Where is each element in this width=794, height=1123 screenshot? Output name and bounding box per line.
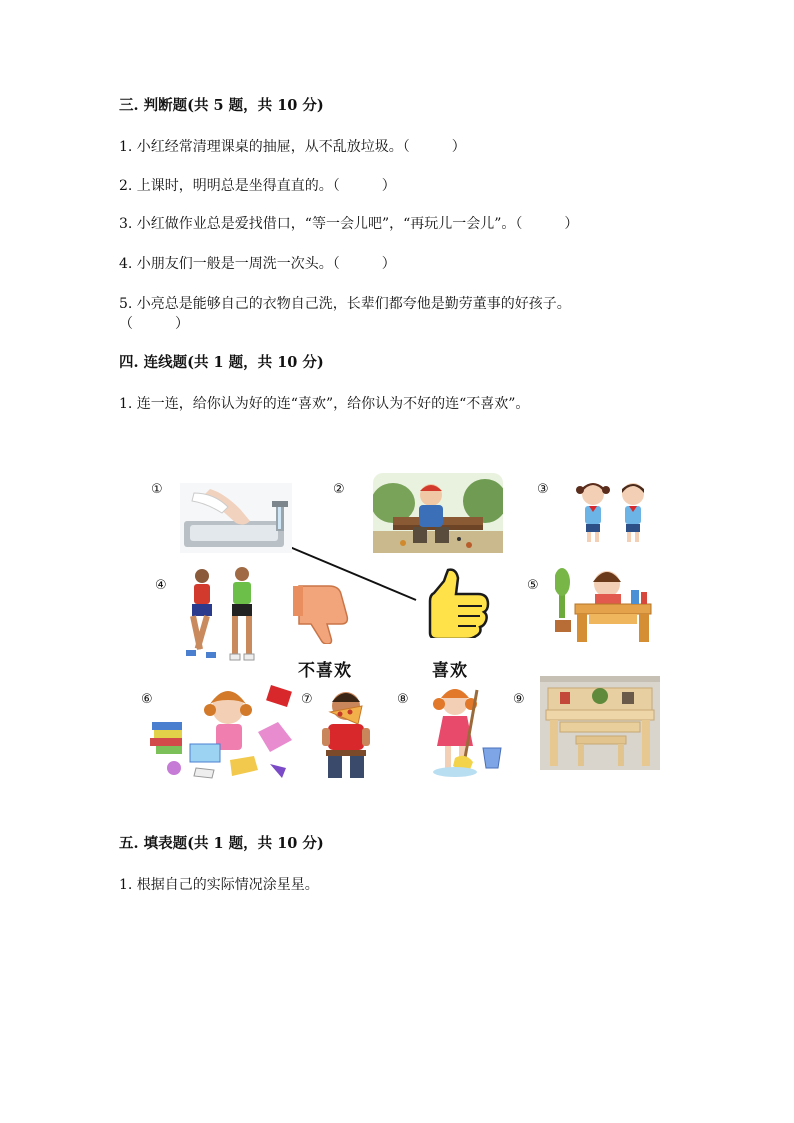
washing-hands-illustration xyxy=(180,483,292,553)
section3-heading: 三. 判断题(共 5 题，共 10 分) xyxy=(119,97,324,114)
littering-man-illustration xyxy=(373,473,503,553)
dislike-label: 不喜欢 xyxy=(298,661,352,681)
section5-question-1: 1. 根据自己的实际情况涂星星。 xyxy=(119,877,319,893)
thumbs-up-icon xyxy=(418,566,492,638)
figure-number-7: ⑦ xyxy=(301,692,313,707)
girl-mopping-illustration xyxy=(425,684,503,780)
figure-number-9: ⑨ xyxy=(513,692,525,707)
messy-room-illustration xyxy=(150,684,300,779)
section3-question-2: 2. 上课时，明明总是坐得直直的。（ ） xyxy=(119,178,396,194)
figure-number-6: ⑥ xyxy=(141,692,153,707)
like-label: 喜欢 xyxy=(432,661,468,681)
sleeping-at-desk-illustration xyxy=(555,566,653,644)
figure-number-8: ⑧ xyxy=(397,692,409,707)
figure-number-1: ① xyxy=(151,482,163,497)
section4-question-1: 1. 连一连，给你认为好的连“喜欢”，给你认为不好的连“不喜欢”。 xyxy=(119,396,530,412)
running-athletes-illustration xyxy=(180,566,264,668)
boy-eating-illustration xyxy=(316,688,376,782)
section3-question-4: 4. 小朋友们一般是一周洗一次头。（ ） xyxy=(119,256,396,272)
section3-question-3: 3. 小红做作业总是爱找借口，“等一会儿吧”，“再玩儿一会儿”。（ ） xyxy=(119,216,579,232)
section4-heading: 四. 连线题(共 1 题，共 10 分) xyxy=(119,354,324,371)
section3-question-5: 5. 小亮总是能够自己的衣物自己洗，长辈们都夸他是勤劳董事的好孩子。 xyxy=(119,296,571,312)
section5-heading: 五. 填表题(共 1 题，共 10 分) xyxy=(119,835,324,852)
wooden-desk-illustration xyxy=(540,676,660,770)
figure-number-2: ② xyxy=(333,482,345,497)
figure-number-5: ⑤ xyxy=(527,578,539,593)
saluting-kids-illustration xyxy=(571,480,655,544)
section3-question-1: 1. 小红经常清理课桌的抽屉，从不乱放垃圾。（ ） xyxy=(119,139,466,155)
figure-number-3: ③ xyxy=(537,482,549,497)
section3-question-5-answer-paren: （ ） xyxy=(119,316,189,332)
figure-number-4: ④ xyxy=(155,578,167,593)
thumbs-down-icon xyxy=(291,580,355,644)
